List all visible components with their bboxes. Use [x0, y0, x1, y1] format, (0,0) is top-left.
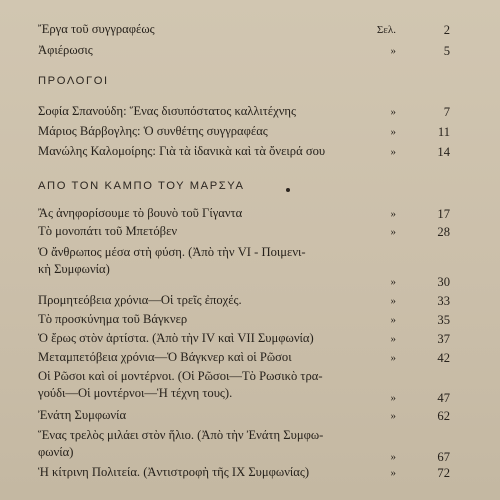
ditto-mark: » — [390, 314, 396, 326]
ditto-mark: » — [390, 467, 396, 479]
page-number: 5 — [443, 44, 450, 58]
page-number: 33 — [437, 294, 450, 308]
toc-entry — [38, 464, 450, 482]
ditto-mark: » — [390, 392, 396, 404]
ditto-mark: » — [390, 451, 396, 463]
entry-title: Μανώλης Καλομοίρης: Γιὰ τὰ ἰδανικὰ καὶ τὰ ὄνειρά σου — [38, 144, 326, 158]
toc-entry — [38, 223, 450, 241]
page-number: 28 — [437, 225, 450, 239]
ditto-mark: » — [390, 146, 396, 158]
entry-title: Ἕνας τρελὸς μιλάει στὸν ἥλιο. (Ἀπὸ τὴν Ἐνάτη Συμφω- φωνία) — [38, 428, 324, 459]
toc-entry — [38, 21, 450, 39]
page-number: 11 — [437, 125, 450, 139]
page-number: 2 — [443, 23, 450, 37]
toc-entry — [38, 407, 450, 425]
page-number: 35 — [437, 313, 450, 327]
front-matter-list — [38, 21, 450, 60]
entry-title: Ὁ ἔρως στὸν ἀρτίστα. (Ἀπὸ τὴν IV καὶ VII Συμφωνία) — [38, 331, 314, 345]
entry-title: Ἔργα τοῦ συγγραφέως — [38, 22, 155, 36]
toc-entry — [38, 42, 450, 60]
page-number: 7 — [443, 105, 450, 119]
ditto-mark: » — [390, 276, 396, 288]
page-number: 42 — [437, 351, 450, 365]
page-number: 14 — [437, 145, 450, 159]
entry-title: Ἂς ἀνηφορίσουμε τὸ βουνὸ τοῦ Γίγαντα — [38, 206, 243, 220]
entry-title: Οἱ Ρῶσοι καὶ οἱ μοντέρνοι. (Οἱ Ρῶσοι—Τὸ Ρωσικὸ τρα- γούδι—Οἱ μοντέρνοι—Ἡ τέχνη τους). — [38, 369, 323, 400]
toc-entry — [38, 244, 450, 291]
section-heading-marsyas: ΑΠΟ ΤΟΝ ΚΑΜΠΟ ΤΟΥ ΜΑΡΣΥΑ — [38, 180, 245, 192]
toc-entry — [38, 292, 450, 310]
section-heading-prologues: ΠΡΟΛΟΓΟΙ — [38, 75, 109, 87]
toc-entry — [38, 143, 450, 161]
ditto-mark: » — [390, 106, 396, 118]
entry-title: Σοφία Σπανούδη: Ἕνας δισυπόστατος καλλιτέχνης — [38, 104, 296, 118]
toc-entry — [38, 368, 450, 404]
entry-title: Τὸ προσκύνημα τοῦ Βάγκνερ — [38, 312, 188, 326]
toc-entry — [38, 427, 450, 464]
entry-title: Μεταμπετόβεια χρόνια—Ὁ Βάγκνερ καὶ οἱ Ρῶσοι — [38, 350, 292, 364]
ditto-mark: » — [390, 208, 396, 220]
ditto-mark: » — [390, 410, 396, 422]
entry-title: Ἀφιέρωσις — [38, 43, 93, 57]
page-number: 62 — [437, 409, 450, 423]
ditto-mark: » — [390, 352, 396, 364]
ditto-mark: » — [390, 126, 396, 138]
ditto-mark: » — [390, 333, 396, 345]
entry-title: Τὸ μονοπάτι τοῦ Μπετόβεν — [38, 224, 178, 238]
page-number: 72 — [437, 466, 450, 480]
page-number: 37 — [437, 332, 450, 346]
page-number: 17 — [437, 207, 450, 221]
entry-title: Προμητεόβεια χρόνια—Οἱ τρεῖς ἐποχές. — [38, 293, 242, 307]
marsyas-list — [38, 205, 450, 482]
entry-title: Μάριος Βάρβογλης: Ὁ συνθέτης συγγραφέας — [38, 124, 268, 138]
page-number: 67 — [437, 450, 450, 464]
entry-title: Ἡ κίτρινη Πολιτεία. (Ἀντιστροφὴ τῆς ΙΧ Συμφωνίας) — [38, 465, 310, 479]
toc-entry — [38, 205, 450, 223]
prologues-list — [38, 103, 450, 161]
page-abbrev: Σελ. — [376, 24, 396, 36]
ditto-mark: » — [390, 295, 396, 307]
toc-entry — [38, 311, 450, 329]
toc-entry — [38, 123, 450, 141]
page-number: 30 — [437, 275, 450, 289]
heading-dot — [286, 188, 290, 192]
ditto-mark: » — [390, 226, 396, 238]
toc-entry — [38, 330, 450, 348]
toc-entry — [38, 103, 450, 121]
page-number: 47 — [437, 391, 450, 405]
entry-title: Ἐνάτη Συμφωνία — [38, 408, 127, 422]
entry-title: Ὁ ἄνθρωπος μέσα στὴ φύση. (Ἀπὸ τὴν VI - Ποιμενι- κὴ Συμφωνία) — [38, 245, 306, 276]
toc-entry — [38, 349, 450, 367]
ditto-mark: » — [390, 45, 396, 57]
